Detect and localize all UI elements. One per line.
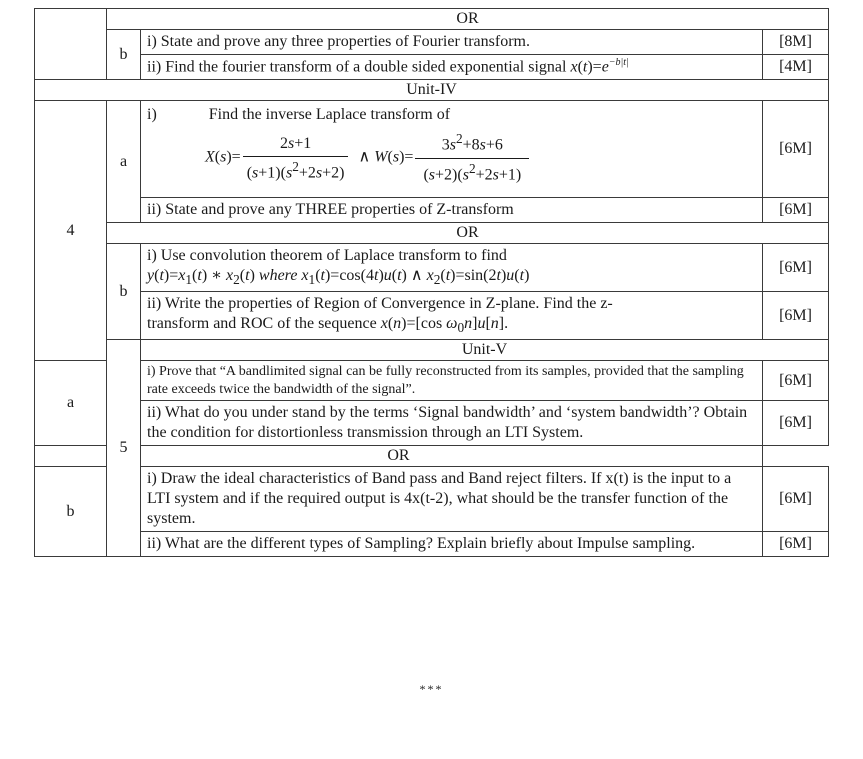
formula: ( [577,58,583,76]
sub-question-label: b [35,467,107,557]
question-text-label: ii) Write the properties of Region of Convergence in Z-plane. Find the z- [147,295,613,313]
table-row [35,244,829,292]
marks: [8M] [763,30,829,55]
marks: [6M] [763,292,829,340]
question-text: i) Prove that “A bandlimited signal can be fully reconstructed from its samples, provided that the sampling rate exceeds twice the bandwidth of the signal”. [141,361,763,401]
question-text: ii) What do you under stand by the terms ‘Signal bandwidth’ and ‘system bandwidth’? Obtain the condition for distortionless transmission through an LTI System. [141,401,763,446]
table-row [35,446,829,467]
formula: t [582,58,588,76]
table-row [35,198,829,223]
table-row [35,80,829,101]
unit-heading: Unit-IV [35,80,829,101]
sub-question-label: a [107,101,141,223]
formula: e [601,58,609,76]
question-text-label: Find the inverse Laplace transform of [208,106,451,124]
question-text [141,292,763,340]
question-text: ii) What are the different types of Sampling? Explain briefly about Impulse sampling. [141,532,763,557]
unit-heading: Unit-V [141,340,829,361]
question-text: ii) State and prove any THREE properties of Z-transform [141,198,763,223]
sub-question-label: a [35,361,107,446]
question-table [34,8,829,557]
table-row [35,55,829,80]
table-row [35,401,829,446]
question-prefix: i) [147,106,157,124]
marks: [6M] [763,532,829,557]
table-row [35,340,829,361]
question-number: 4 [35,101,107,361]
marks: [6M] [763,467,829,532]
formula: −b|t| [608,57,629,68]
question-text: i) State and prove any three properties of Fourier transform. [141,30,763,55]
sequence-formula: x(n)=[cos $\omega_0n]u[n]$. [380,315,509,336]
question-number: 5 [107,340,141,557]
table-row [35,9,829,30]
laplace-formula: X(s)= $\frac{2s+1}{(s+1)(s^2+2s+2)}$ ∧ W(s)= $\frac{3s^2+8s+6}{(s+2)(s^2+2s+1)}$ [205,131,756,185]
end-of-paper-marker: *** [419,682,444,696]
table-row [35,101,829,198]
table-row [35,467,829,532]
question-number-cell [35,9,107,80]
marks: [4M] [763,55,829,80]
table-row [35,223,829,244]
marks: [6M] [763,244,829,292]
question-text [141,55,763,80]
table-row [35,30,829,55]
question-text-label: ii) Find the fourier transform of a double sided exponential signal [147,58,567,76]
formula: )= [587,58,602,76]
question-text-label: transform and ROC of the sequence [147,315,377,333]
marks: [6M] [763,101,829,198]
sub-question-label: b [107,244,141,340]
marks: [6M] [763,401,829,446]
question-text: i) Draw the ideal characteristics of Band pass and Band reject filters. If x(t) is the input to a LTI system and if the required output is 4x(t-2), what should be the transfer function of the system. [141,467,763,532]
table-row [35,361,829,401]
sub-question-label: b [107,30,141,80]
formula: x [570,58,578,76]
table-row [35,532,829,557]
question-text [141,101,763,198]
question-text-label: i) Use convolution theorem of Laplace transform to find [147,247,507,265]
or-divider: OR [107,223,829,244]
or-divider: OR [107,9,829,30]
question-paper [34,8,828,557]
question-text [141,244,763,292]
marks: [6M] [763,198,829,223]
convolution-formula: $y(t)=x_1(t)$ ∗ $x_2(t)$ where $x_1(t)=\cos(4t)u(t)$ ∧ $x_2(t)=\sin(2t)u(t)$ [147,267,530,288]
table-row [35,292,829,340]
marks: [6M] [763,361,829,401]
or-divider: OR [35,446,763,467]
